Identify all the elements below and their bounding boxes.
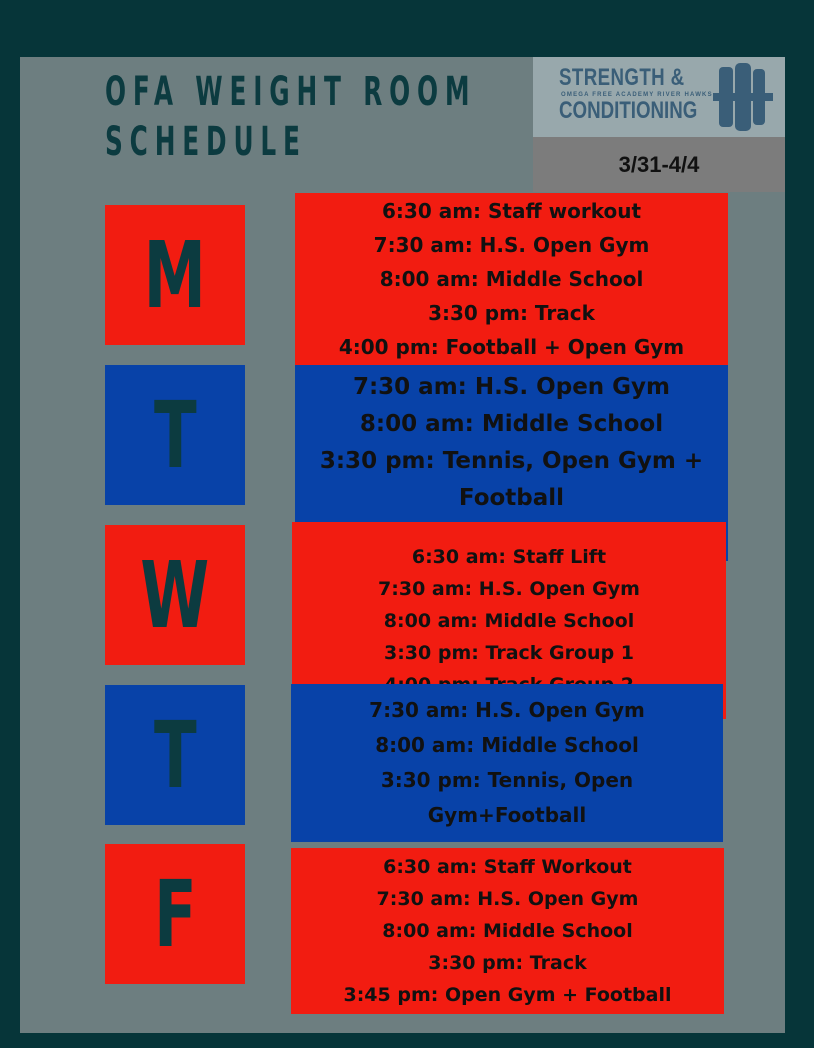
date-range: 3/31-4/4 [533, 137, 785, 192]
schedule-line: 7:30 am: H.S. Open Gym [369, 698, 645, 722]
schedule-line: 3:45 pm: Open Gym + Football [343, 984, 672, 1006]
schedule-line: 6:30 am: Staff Lift [411, 545, 607, 568]
day-letter-text: F [153, 860, 197, 968]
schedule-monday [295, 193, 728, 365]
schedule-friday [291, 848, 724, 1014]
schedule-line: 6:30 am: Staff workout [381, 199, 641, 223]
day-letter-text: T [153, 701, 197, 809]
schedule-line: 7:30 am: H.S. Open Gym [378, 577, 640, 600]
page-title [105, 67, 476, 167]
day-letter-text: M [143, 221, 207, 329]
schedule-line: 8:00 am: Middle School [379, 267, 644, 291]
schedule-line: 8:00 am: Middle School [359, 411, 664, 437]
schedule-line: Football [458, 485, 565, 511]
day-letter-tuesday [105, 365, 245, 505]
schedule-line: 6:30 am: Staff Workout [383, 856, 632, 878]
schedule-line: 8:00 am: Middle School [383, 609, 635, 632]
schedule-line: 7:30 am: H.S. Open Gym [373, 233, 650, 257]
schedule-line: 3:30 pm: Tennis, Open Gym + [319, 448, 704, 474]
schedule-line: 8:00 am: Middle School [375, 733, 639, 757]
schedule-line: Gym+Football [427, 803, 587, 827]
day-letter-text: T [153, 381, 197, 489]
schedule-line: 3:30 pm: Track Group 1 [383, 641, 635, 664]
day-letter-monday [105, 205, 245, 345]
schedule-poster [20, 57, 785, 1033]
title-line-2: SCHEDULE [105, 119, 307, 165]
schedule-line: 4:00 pm: Football + Open Gym [338, 335, 685, 359]
schedule-line: 7:30 am: H.S. Open Gym [376, 888, 639, 910]
schedule-line: 8:00 am: Middle School [382, 920, 633, 942]
schedule-line: 7:30 am: H.S. Open Gym [352, 374, 671, 400]
logo-tagline: OMEGA FREE ACADEMY RIVER HAWKS [561, 92, 713, 98]
schedule-thursday [291, 684, 723, 842]
logo-line-2: CONDITIONING [559, 97, 698, 124]
strength-conditioning-logo [533, 57, 785, 137]
schedule-line: 3:30 pm: Tennis, Open [380, 768, 634, 792]
logo-line-1: STRENGTH & [559, 64, 685, 91]
day-letter-text: W [140, 541, 210, 649]
day-letter-wednesday [105, 525, 245, 665]
weight-plate-icon [713, 61, 773, 133]
title-line-1: OFA WEIGHT ROOM [105, 69, 477, 115]
day-letter-friday [105, 844, 245, 984]
schedule-line: 3:30 pm: Track [428, 952, 587, 974]
schedule-line: 3:30 pm: Track [428, 301, 595, 325]
day-letter-thursday [105, 685, 245, 825]
